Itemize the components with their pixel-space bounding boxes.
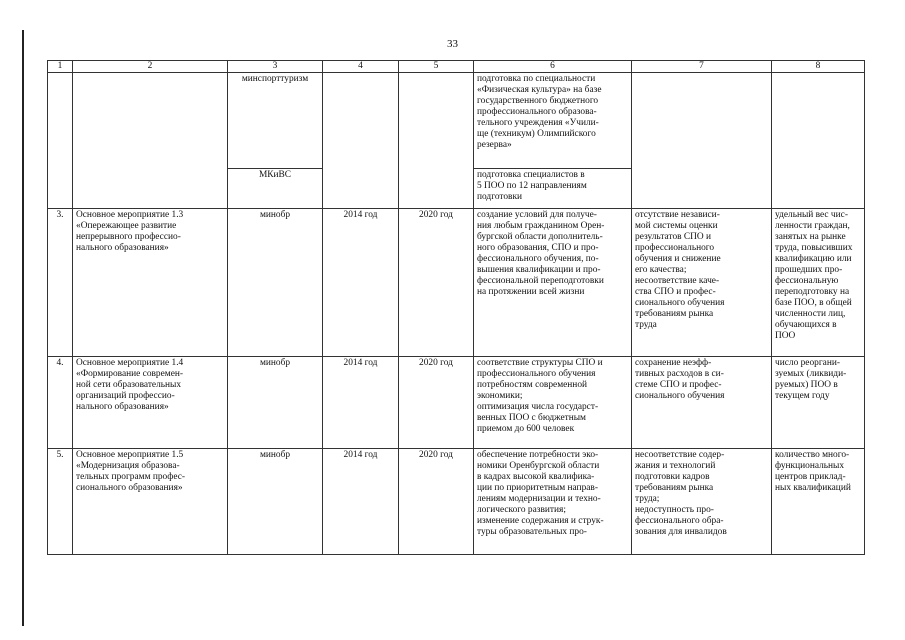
executor-text: МКиВС [258, 170, 292, 180]
cell-end [399, 73, 474, 209]
cell-indicator [772, 73, 865, 209]
table-row-3 [48, 209, 865, 357]
column-number: 6 [474, 61, 632, 73]
cell-start: 2014 год [323, 449, 399, 555]
cell-num [48, 73, 73, 209]
cell-executor: минобр [228, 357, 323, 449]
page-number: 33 [447, 38, 458, 50]
cell-measure: Основное мероприятие 1.5 «Модернизация образова- тельных программ профес- сионального образования» [73, 449, 228, 555]
table-row-4 [48, 357, 865, 449]
column-number: 2 [73, 61, 228, 73]
column-number-row [48, 61, 865, 73]
table-row-continued-a [48, 73, 865, 169]
column-number: 7 [632, 61, 772, 73]
cell-end: 2020 год [399, 209, 474, 357]
executor-text: минспорттуризм [241, 74, 309, 84]
cell-result: обеспечение потребности эко- номики Оренбургской области в кадрах высокой квалифика- ции по приоритетным направ- лениям модернизации и техно- логического развития; изменение содержания и струк- туры образовательных про- [474, 449, 632, 555]
cell-end: 2020 год [399, 357, 474, 449]
cell-measure: Основное мероприятие 1.3 «Опережающее развитие непрерывного профессио- нального образования» [73, 209, 228, 357]
cell-num: 3. [48, 209, 73, 357]
cell-num: 5. [48, 449, 73, 555]
cell-result: подготовка по специальности «Физическая культура» на базе государственного бюджетного профессионального образова- тельного учреждения «Учили- ще (техникум) Олимпийского резерва» [474, 73, 632, 169]
program-measures-table [47, 60, 865, 555]
cell-executor [228, 169, 323, 209]
cell-consequences [632, 73, 772, 209]
column-number: 3 [228, 61, 323, 73]
cell-result: подготовка специалистов в 5 ПОО по 12 направлениям подготовки [474, 169, 632, 209]
cell-start [323, 73, 399, 209]
cell-indicator: удельный вес чис- ленности граждан, занятых на рынке труда, повысивших квалификацию или прошедших про- фессиональную переподготовку на базе ПОО, в общей численности лиц, обучающихся в ПОО [772, 209, 865, 357]
cell-indicator: количество много- функциональных центров приклад- ных квалификаций [772, 449, 865, 555]
cell-measure: Основное мероприятие 1.4 «Формирование современ- ной сети образовательных организаций профессио- нального образования» [73, 357, 228, 449]
cell-result: создание условий для получе- ния любым гражданином Орен- бургской области дополнитель- ного образования, СПО и про- фессионального обучения, по- вышения квалификации и про- фессиональной переподготовки на протяжении всей жизни [474, 209, 632, 357]
cell-consequences: несоответствие содер- жания и технологий подготовки кадров требованиям рынка труда; недоступность про- фессионального обра- зования для инвалидов [632, 449, 772, 555]
cell-consequences: сохранение неэфф- тивных расходов в си- стеме СПО и профес- сионального обучения [632, 357, 772, 449]
cell-indicator: число реоргани- зуемых (ликвиди- руемых) ПОО в текущем году [772, 357, 865, 449]
cell-executor: минобр [228, 449, 323, 555]
cell-executor: минобр [228, 209, 323, 357]
column-number: 8 [772, 61, 865, 73]
table-row-5 [48, 449, 865, 555]
cell-start: 2014 год [323, 209, 399, 357]
cell-start: 2014 год [323, 357, 399, 449]
cell-measure [73, 73, 228, 209]
cell-end: 2020 год [399, 449, 474, 555]
cell-num: 4. [48, 357, 73, 449]
column-number: 5 [399, 61, 474, 73]
column-number: 4 [323, 61, 399, 73]
column-number: 1 [48, 61, 73, 73]
cell-executor [228, 73, 323, 169]
cell-result: соответствие структуры СПО и профессионального обучения потребностям современной экономики; оптимизация числа государст- венных ПОО с бюджетным приемом до 600 человек [474, 357, 632, 449]
cell-consequences: отсутствие независи- мой системы оценки результатов СПО и профессионального обучения и снижение его качества; несоответствие каче- ства СПО и профес- сионального обучения требованиям рынка труда [632, 209, 772, 357]
left-margin-rule [22, 30, 24, 626]
